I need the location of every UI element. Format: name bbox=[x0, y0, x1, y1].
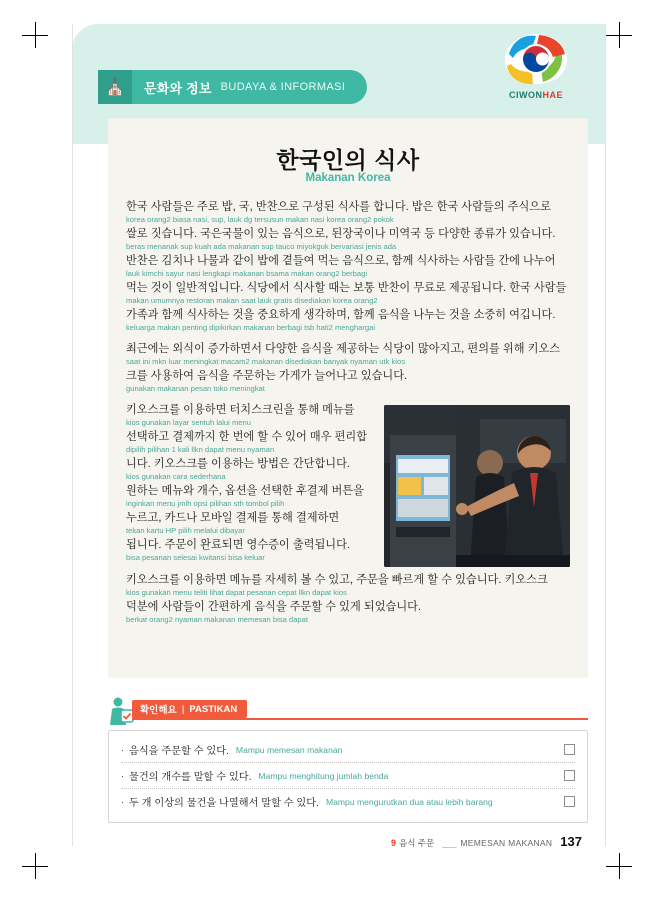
line-ko: 니다. 키오스크를 이용하는 방법은 간단합니다. bbox=[126, 458, 350, 470]
logo-wordmark bbox=[490, 90, 582, 100]
glossed-line bbox=[126, 403, 374, 428]
line-ko: 반찬은 김치나 나물과 같이 밥에 곁들여 먹는 음식으로, 함께 식사하는 사람들 간에 나누어 bbox=[126, 255, 556, 267]
check-section bbox=[108, 700, 588, 823]
line-id: dipilih pilihan 1 kali llkn dapat menu nyaman bbox=[126, 445, 275, 454]
footer-separator: ___ bbox=[442, 838, 457, 848]
line-id: keluarga makan penting dipikirkan makanan berbagi tsb hati2 menghargai bbox=[126, 323, 376, 332]
crop-mark-top-right bbox=[606, 22, 632, 48]
line-id: inginkan menu jmlh opsi pilihan sth tombol pilih bbox=[126, 499, 285, 508]
bullet: · bbox=[121, 770, 124, 781]
ciwonhae-logo bbox=[490, 30, 582, 100]
crop-mark-bottom-left bbox=[22, 853, 48, 879]
line-ko: 한국 사람들은 주로 밥, 국, 반찬으로 구성된 식사를 합니다. 밥은 한국 사람들의 주식으로 bbox=[126, 201, 551, 213]
paragraph-3-text bbox=[126, 403, 374, 563]
list-item-ko: 음식을 주문할 수 있다. bbox=[129, 746, 229, 757]
line-ko: 키오스크를 이용하면 메뉴를 자세히 볼 수 있고, 주문을 빠르게 할 수 있습니다. 키오스크 bbox=[126, 574, 548, 586]
list-item bbox=[121, 763, 575, 789]
paragraph-4 bbox=[126, 573, 570, 625]
check-label bbox=[132, 700, 247, 718]
glossed-line bbox=[126, 308, 570, 333]
glossed-line bbox=[126, 200, 570, 225]
check-label-bar: | bbox=[181, 703, 185, 715]
section-title-id: BUDAYA & INFORMASI bbox=[220, 81, 346, 93]
checkbox[interactable] bbox=[564, 744, 575, 755]
list-item-id: Mampu mengurutkan dua atau lebih barang bbox=[325, 796, 493, 807]
glossed-line bbox=[126, 254, 570, 279]
list-item-ko: 두 개 이상의 물건을 나열해서 말할 수 있다. bbox=[129, 798, 319, 809]
line-id: saat ini mkn luar meningkat macam2 makanan disediakan banyak nyaman utk kios bbox=[126, 357, 406, 366]
line-id: gunakan makanan pesan toko meningkat bbox=[126, 384, 265, 393]
line-ko: 원하는 메뉴와 개수, 옵션을 선택한 후결제 버튼을 bbox=[126, 485, 364, 497]
line-ko: 선택하고 결제까지 한 번에 할 수 있어 매우 편리합 bbox=[126, 431, 368, 443]
check-underline bbox=[132, 718, 588, 720]
check-label-ko: 확인해요 bbox=[140, 705, 177, 716]
paragraph-2 bbox=[126, 342, 570, 394]
glossed-line bbox=[126, 573, 570, 598]
check-header bbox=[108, 700, 588, 722]
page-subtitle: Makanan Korea bbox=[305, 172, 391, 184]
glossed-line bbox=[126, 227, 570, 252]
content-card bbox=[108, 118, 588, 678]
glossed-line bbox=[126, 342, 570, 367]
glossed-line bbox=[126, 484, 374, 509]
list-item-id: Mampu memesan makanan bbox=[235, 744, 343, 755]
line-id: tekan kartu HP pilih melalui dibayar bbox=[126, 526, 245, 535]
page-rule-right bbox=[605, 24, 606, 846]
page-title: 한국인의 식사 bbox=[276, 147, 420, 173]
check-label-id: PASTIKAN bbox=[189, 703, 238, 715]
line-ko: 됩니다. 주문이 완료되면 영수증이 출력됩니다. bbox=[126, 539, 350, 551]
line-id: kios gunakan cara sederhana bbox=[126, 472, 226, 481]
line-id: bisa pesanan selesai kwitansi bisa keluar bbox=[126, 553, 265, 562]
line-id: makan umumnya restoran makan saat lauk gratis disediakan korea orang2 bbox=[126, 296, 378, 305]
unit-number: 9 bbox=[391, 838, 397, 848]
glossed-line bbox=[126, 600, 570, 625]
section-header bbox=[98, 70, 367, 104]
logo-mark bbox=[499, 30, 573, 88]
line-ko: 키오스크를 이용하면 터치스크린을 통해 메뉴를 bbox=[126, 404, 355, 416]
line-ko: 크를 사용하여 음식을 주문하는 가게가 늘어나고 있습니다. bbox=[126, 370, 408, 382]
bullet: · bbox=[121, 744, 124, 755]
glossed-line bbox=[126, 369, 570, 394]
check-list bbox=[108, 730, 588, 823]
line-ko: 덕분에 사람들이 간편하게 음식을 주문할 수 있게 되었습니다. bbox=[126, 601, 422, 613]
paragraph-1 bbox=[126, 200, 570, 333]
crop-mark-top-left bbox=[22, 22, 48, 48]
glossed-line bbox=[126, 457, 374, 482]
line-id: kios gunakan menu teliti lihat dapat pesanan cepat llkn dapat kios bbox=[126, 588, 347, 597]
check-person-icon bbox=[108, 696, 134, 728]
logo-text-b: HAE bbox=[542, 90, 563, 100]
line-ko: 먹는 것이 일반적입니다. 식당에서 식사할 때는 보통 반찬이 무료로 제공됩니다. 한국 사람들 bbox=[126, 282, 567, 294]
page-number: 137 bbox=[560, 834, 582, 849]
checkbox[interactable] bbox=[564, 796, 575, 807]
line-id: berkat orang2 nyaman makanan memesan bisa dapat bbox=[126, 615, 308, 624]
checkbox[interactable] bbox=[564, 770, 575, 781]
temple-icon: ⛪ bbox=[98, 70, 132, 104]
line-ko: 최근에는 외식이 증가하면서 다양한 음식을 제공하는 식당이 많아지고, 편의를 위해 키오스 bbox=[126, 343, 561, 355]
list-item bbox=[121, 737, 575, 763]
list-item-ko: 물건의 개수를 말할 수 있다. bbox=[129, 772, 252, 783]
footer-ko: 음식 주문 bbox=[399, 838, 435, 848]
logo-text-a: CIWON bbox=[508, 90, 543, 100]
list-item-id: Mampu menghitung jumlah benda bbox=[258, 770, 389, 781]
section-title-ko: 문화와 정보 bbox=[144, 80, 212, 96]
line-ko: 누르고, 카드나 모바일 결제를 통해 결제하면 bbox=[126, 512, 340, 524]
line-id: beras menanak sup kuah ada makanan sup tauco miyokguk bervariasi jenis ada bbox=[126, 242, 397, 251]
line-ko: 가족과 함께 식사하는 것을 중요하게 생각하며, 함께 음식을 나누는 것을 소중히 여깁니다. bbox=[126, 309, 556, 321]
page-rule-left bbox=[72, 24, 73, 846]
glossed-line bbox=[126, 430, 374, 455]
line-id: korea orang2 biasa nasi, sup, lauk dg tersusun makan nasi korea orang2 pokok bbox=[126, 215, 394, 224]
crop-mark-bottom-right bbox=[606, 853, 632, 879]
kiosk-photo bbox=[384, 405, 570, 567]
line-ko: 쌀로 짓습니다. 국은국물이 있는 음식으로, 된장국이나 미역국 등 다양한 종류가 있습니다. bbox=[126, 228, 556, 240]
article-body bbox=[126, 200, 570, 634]
glossed-line bbox=[126, 511, 374, 536]
page-footer bbox=[391, 834, 582, 849]
bullet: · bbox=[121, 796, 124, 807]
footer-id: MEMESAN MAKANAN bbox=[460, 838, 553, 848]
line-id: lauk kimchi sayur nasi lengkapi makanan bsama makan orang2 berbagi bbox=[126, 269, 368, 278]
list-item bbox=[121, 789, 575, 814]
glossed-line bbox=[126, 281, 570, 306]
glossed-line bbox=[126, 538, 374, 563]
paragraph-3-with-photo bbox=[126, 403, 570, 563]
line-id: kios gunakan layar sentuh lalui menu bbox=[126, 418, 251, 427]
